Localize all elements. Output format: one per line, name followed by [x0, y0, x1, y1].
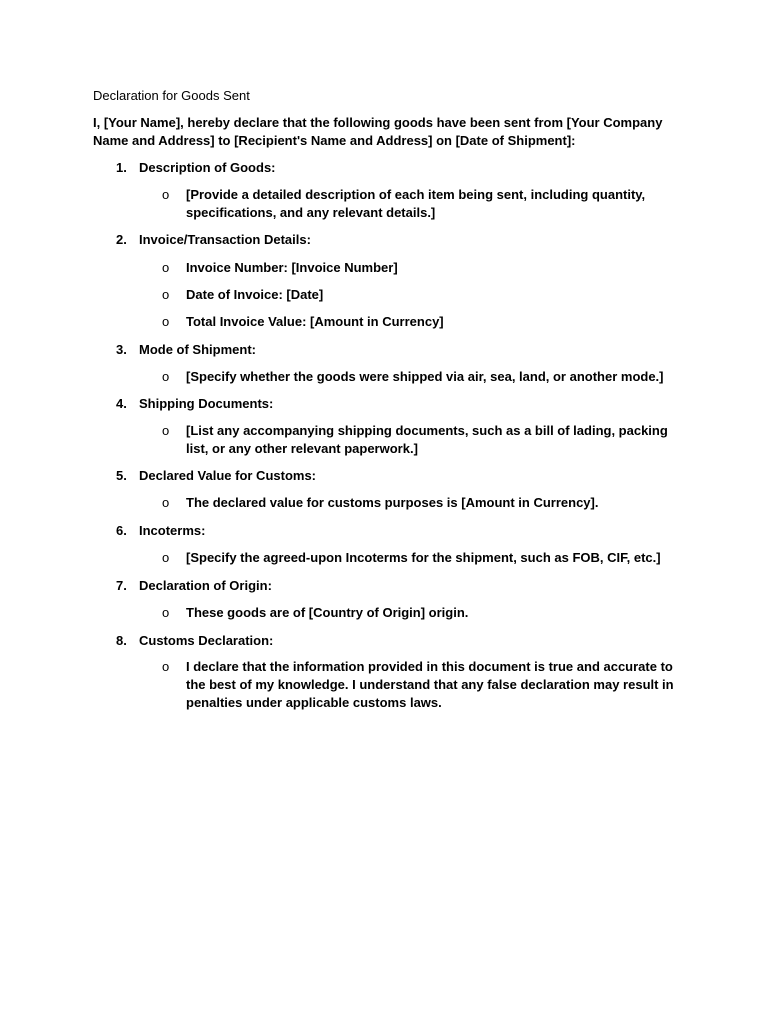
- item-heading: Customs Declaration:: [139, 633, 274, 648]
- document-title: Declaration for Goods Sent: [93, 88, 250, 103]
- bullet-text: Invoice Number: [Invoice Number]: [186, 260, 398, 275]
- item-heading: Declaration of Origin:: [139, 578, 272, 593]
- item-number: 7.: [116, 578, 127, 593]
- item-heading: Invoice/Transaction Details:: [139, 232, 311, 247]
- bullet-text: The declared value for customs purposes is [Amount in Currency].: [186, 495, 599, 510]
- item-number: 2.: [116, 232, 127, 247]
- bullet-icon: o: [162, 550, 170, 565]
- item-number: 1.: [116, 160, 127, 175]
- bullet-icon: o: [162, 495, 170, 510]
- item-heading: Shipping Documents:: [139, 396, 274, 411]
- item-invoice-details: [116, 231, 676, 249]
- item-number: 8.: [116, 633, 127, 648]
- item-mode-of-shipment: [116, 341, 676, 359]
- bullet-text: [Specify whether the goods were shipped via air, sea, land, or another mode.]: [186, 369, 664, 384]
- bullet-icon: o: [162, 314, 170, 329]
- bullet-text: [Specify the agreed-upon Incoterms for the shipment, such as FOB, CIF, etc.]: [186, 550, 661, 565]
- bullet-icon: o: [162, 287, 170, 302]
- bullet-text: Total Invoice Value: [Amount in Currency]: [186, 314, 444, 329]
- item-heading: Mode of Shipment:: [139, 342, 256, 357]
- list-item: [162, 186, 682, 222]
- item-heading: Description of Goods:: [139, 160, 276, 175]
- item-heading: Incoterms:: [139, 523, 206, 538]
- bullet-icon: o: [162, 369, 170, 384]
- bullet-text: Date of Invoice: [Date]: [186, 287, 324, 302]
- item-incoterms: [116, 522, 676, 540]
- item-description-of-goods: [116, 159, 676, 177]
- list-item: [162, 368, 682, 386]
- item-heading: Declared Value for Customs:: [139, 468, 316, 483]
- bullet-text: [Provide a detailed description of each item being sent, including quantity, specifications, and any relevant details.]: [186, 187, 646, 220]
- list-item: [162, 494, 682, 512]
- item-number: 4.: [116, 396, 127, 411]
- bullet-icon: o: [162, 260, 170, 275]
- item-customs-declaration: [116, 632, 676, 650]
- list-item: [162, 286, 682, 304]
- declaration-intro: I, [Your Name], hereby declare that the following goods have been sent from [Your Company Name and Address] to [Recipient's Name and Address] on [Date of Shipment]:: [93, 115, 663, 148]
- list-item: [162, 604, 682, 622]
- item-number: 5.: [116, 468, 127, 483]
- bullet-icon: o: [162, 423, 170, 438]
- bullet-text: I declare that the information provided in this document is true and accurate to the best of my knowledge. I understand that any false declaration may result in penalties under applicable customs laws.: [186, 659, 674, 710]
- bullet-icon: o: [162, 187, 170, 202]
- list-item: [162, 313, 682, 331]
- bullet-icon: o: [162, 605, 170, 620]
- item-number: 3.: [116, 342, 127, 357]
- bullet-icon: o: [162, 659, 170, 674]
- item-number: 6.: [116, 523, 127, 538]
- item-shipping-documents: [116, 395, 676, 413]
- list-item: [162, 658, 682, 712]
- list-item: [162, 549, 682, 567]
- list-item: [162, 259, 682, 277]
- list-item: [162, 422, 682, 458]
- item-declared-value: [116, 467, 676, 485]
- item-declaration-of-origin: [116, 577, 676, 595]
- bullet-text: These goods are of [Country of Origin] origin.: [186, 605, 469, 620]
- bullet-text: [List any accompanying shipping documents, such as a bill of lading, packing list, or any other relevant paperwork.]: [186, 423, 668, 456]
